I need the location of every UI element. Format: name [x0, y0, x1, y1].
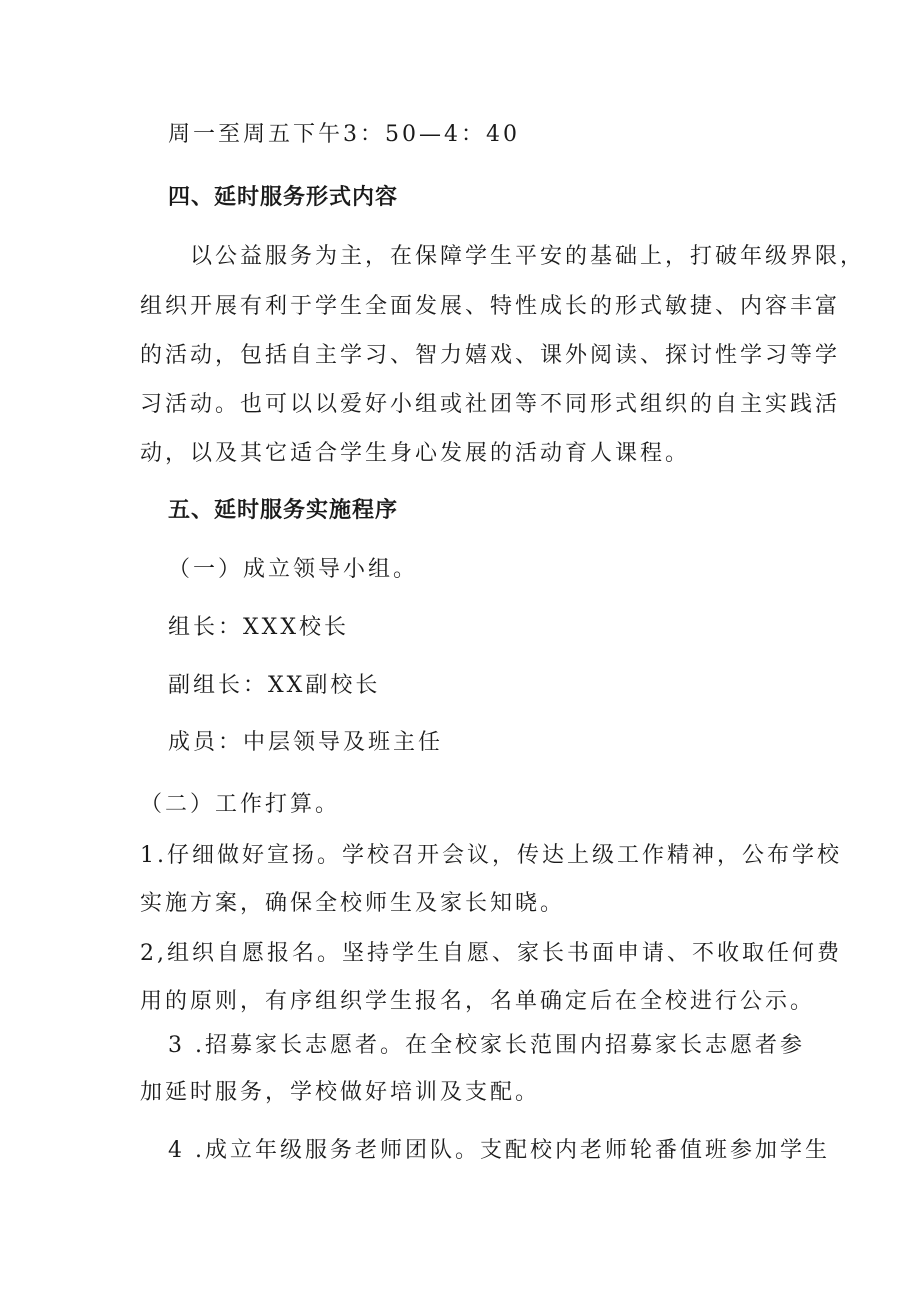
section-4-paragraph-line-5: 动，以及其它适合学生身心发展的活动育人课程。 [140, 441, 691, 466]
section-4-heading: 四、延时服务形式内容 [168, 185, 399, 210]
section-5-heading: 五、延时服务实施程序 [168, 498, 399, 523]
subsection-1-title: （一）成立领导小组。 [168, 557, 419, 582]
leader-line: 组长：XXX校长 [168, 615, 349, 640]
subsection-2-title: （二）工作打算。 [140, 792, 341, 817]
section-4-paragraph-line-3: 的活动，包括自主学习、智力嬉戏、课外阅读、探讨性学习等学 [140, 343, 841, 368]
members-line: 成员：中层领导及班主任 [168, 730, 444, 755]
item-3-line-2: 加延时服务，学校做好培训及支配。 [140, 1080, 541, 1105]
item-4-line-1: 4 .成立年级服务老师团队。支配校内老师轮番值班参加学生 [168, 1138, 830, 1163]
item-1-line-2: 实施方案，确保全校师生及家长知晓。 [140, 891, 566, 916]
schedule-line: 周一至周五下午3：50—4：40 [168, 122, 520, 147]
item-3-line-1: 3 .招募家长志愿者。在全校家长范围内招募家长志愿者参 [168, 1033, 805, 1058]
section-4-paragraph-line-1: 以公益服务为主，在保障学生平安的基础上，打破年级界限， [190, 244, 866, 269]
vice-leader-line: 副组长：XX副校长 [168, 673, 381, 698]
section-4-paragraph-line-2: 组织开展有利于学生全面发展、特性成长的形式敏捷、内容丰富 [140, 294, 841, 319]
item-1-line-1: 1.仔细做好宣扬。学校召开会议，传达上级工作精神，公布学校 [140, 843, 842, 868]
item-2-line-1: 2,组织自愿报名。坚持学生自愿、家长书面申请、不收取任何费 [140, 941, 842, 966]
section-4-paragraph-line-4: 习活动。也可以以爱好小组或社团等不同形式组织的自主实践活 [140, 392, 841, 417]
item-2-line-2: 用的原则，有序组织学生报名，名单确定后在全校进行公示。 [140, 989, 816, 1014]
